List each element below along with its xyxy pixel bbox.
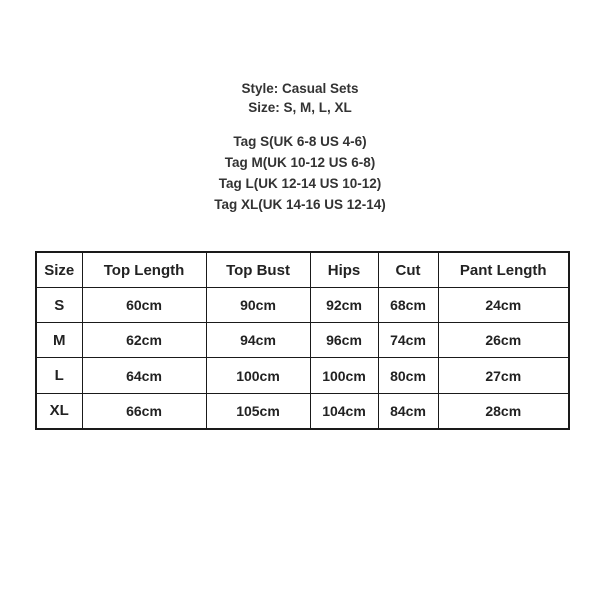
cell-hips: 104cm [310, 393, 378, 429]
cell-pant-length: 28cm [438, 393, 569, 429]
cell-pant-length: 26cm [438, 323, 569, 358]
table-header-row [36, 252, 569, 288]
tag-line-m: Tag M(UK 10-12 US 6-8) [224, 155, 376, 170]
style-value: Casual Sets [281, 81, 359, 96]
tag-conversion-list [0, 131, 600, 215]
size-chart-table [35, 251, 570, 430]
style-line [0, 79, 600, 98]
tag-line-xl: Tag XL(UK 14-16 US 12-14) [214, 197, 386, 212]
cell-hips: 96cm [310, 323, 378, 358]
cell-top-length: 62cm [82, 323, 206, 358]
tag-line-s: Tag S(UK 6-8 US 4-6) [233, 134, 367, 149]
cell-cut: 84cm [378, 393, 438, 429]
table-row [36, 358, 569, 393]
cell-size: M [36, 323, 82, 358]
table-row [36, 288, 569, 323]
cell-hips: 92cm [310, 288, 378, 323]
cell-top-bust: 105cm [206, 393, 310, 429]
header-hips: Hips [310, 252, 378, 288]
cell-top-bust: 94cm [206, 323, 310, 358]
cell-size: S [36, 288, 82, 323]
cell-pant-length: 24cm [438, 288, 569, 323]
tag-line-l: Tag L(UK 12-14 US 10-12) [218, 176, 382, 191]
cell-top-length: 60cm [82, 288, 206, 323]
cell-cut: 68cm [378, 288, 438, 323]
header-top-bust: Top Bust [206, 252, 310, 288]
cell-top-bust: 90cm [206, 288, 310, 323]
size-label: Size: [248, 100, 280, 115]
product-info [0, 79, 600, 117]
header-size: Size [36, 252, 82, 288]
table-row [36, 393, 569, 429]
cell-size: XL [36, 393, 82, 429]
style-label: Style: [241, 81, 279, 96]
header-pant-length: Pant Length [438, 252, 569, 288]
header-cut: Cut [378, 252, 438, 288]
cell-top-bust: 100cm [206, 358, 310, 393]
cell-size: L [36, 358, 82, 393]
cell-cut: 74cm [378, 323, 438, 358]
header-top-length: Top Length [82, 252, 206, 288]
table-row [36, 323, 569, 358]
cell-hips: 100cm [310, 358, 378, 393]
cell-top-length: 66cm [82, 393, 206, 429]
size-value: S, M, L, XL [283, 100, 352, 115]
cell-pant-length: 27cm [438, 358, 569, 393]
size-line [0, 98, 600, 117]
cell-top-length: 64cm [82, 358, 206, 393]
cell-cut: 80cm [378, 358, 438, 393]
